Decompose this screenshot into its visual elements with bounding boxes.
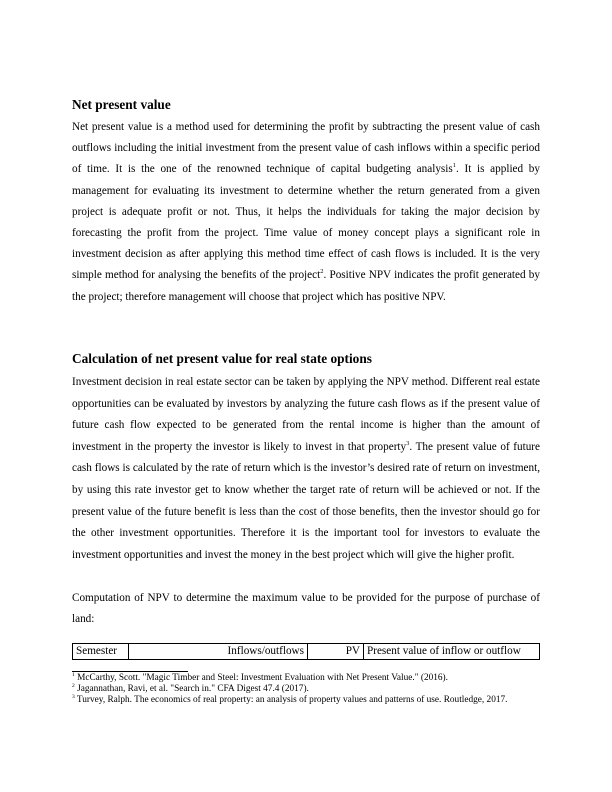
real-estate-paragraph: [72, 372, 540, 566]
footnote-ref-1[interactable]: 1: [452, 162, 456, 170]
footnote-item: [72, 684, 540, 695]
table-header-cell: Present value of inflow or outflow: [364, 644, 540, 660]
footnotes: [72, 673, 540, 706]
section-heading-npv: Net present value: [72, 97, 171, 112]
table-header-cell: Semester: [73, 644, 129, 660]
footnote-item: [72, 673, 540, 684]
section-heading-real-estate: Calculation of net present value for real state options: [72, 351, 372, 366]
real-estate-text-a: Investment decision in real estate sector can be taken by applying the NPV method. Different real estate opportunities can be evaluated by investors by analyzing the future cash flows as if the present value of future cash flow expected to be generated from the rental income is higher than the amount of investment in the property the investor is likely to invest in that property: [72, 376, 540, 453]
footnote-text: Jagannathan, Ravi, et al. "Search in." CFA Digest 47.4 (2017).: [74, 684, 309, 694]
npv-text-b: . It is applied by management for evaluating its investment to determine whether the return generated from a given project is adequate profit or not. Thus, it helps the individuals for taking the major decision by forecasting the profit from the project. Time value of money concept plays a significant role in investment decision as after applying this method time effect of cash flows is included. It is the very simple method for analysing the benefits of the project: [72, 163, 540, 282]
footnote-separator: [72, 671, 188, 672]
table-header-cell: Inflows/outflows: [129, 644, 308, 660]
footnote-ref-3[interactable]: 3: [406, 439, 410, 447]
computation-paragraph: Computation of NPV to determine the maximum value to be provided for the purpose of purchase of land:: [72, 592, 540, 626]
footnote-number: 3: [72, 694, 75, 700]
footnote-item: [72, 695, 540, 706]
npv-text-a: Net present value is a method used for determining the profit by subtracting the present value of cash outflows including the initial investment from the present value of cash inflows within a specific period of time. It is the one of the renowned technique of capital budgeting analysis: [72, 121, 540, 176]
real-estate-text-b: . The present value of future cash flows is calculated by the rate of return which is the investor’s desired rate of return on investment, by using this rate investor get to know whether the target rate of return will be achieved or not. If the present value of the future benefit is less than the cost of those benefits, then the investor should go for the other investment opportunities. Therefore it is the important tool for investors to evaluate the investment opportunities and invest the money in the best project which will give the higher profit.: [72, 440, 540, 561]
footnote-number: 2: [72, 683, 75, 689]
footnote-text: Turvey, Ralph. The economics of real property: an analysis of property values and patterns of use. Routledge, 2017.: [74, 695, 508, 705]
footnote-ref-2[interactable]: 2: [320, 268, 324, 276]
table-header-row: [73, 644, 540, 660]
footnote-text: McCarthy, Scott. "Magic Timber and Steel: Investment Evaluation with Net Present Value." (2016).: [74, 673, 448, 683]
npv-table: [72, 643, 540, 660]
footnote-number: 1: [72, 672, 75, 678]
npv-paragraph: [72, 117, 540, 308]
npv-text-c: . Positive NPV indicates the profit generated by the project; therefore management will choose that project which has positive NPV.: [72, 269, 540, 303]
table-header-cell: PV: [308, 644, 364, 660]
